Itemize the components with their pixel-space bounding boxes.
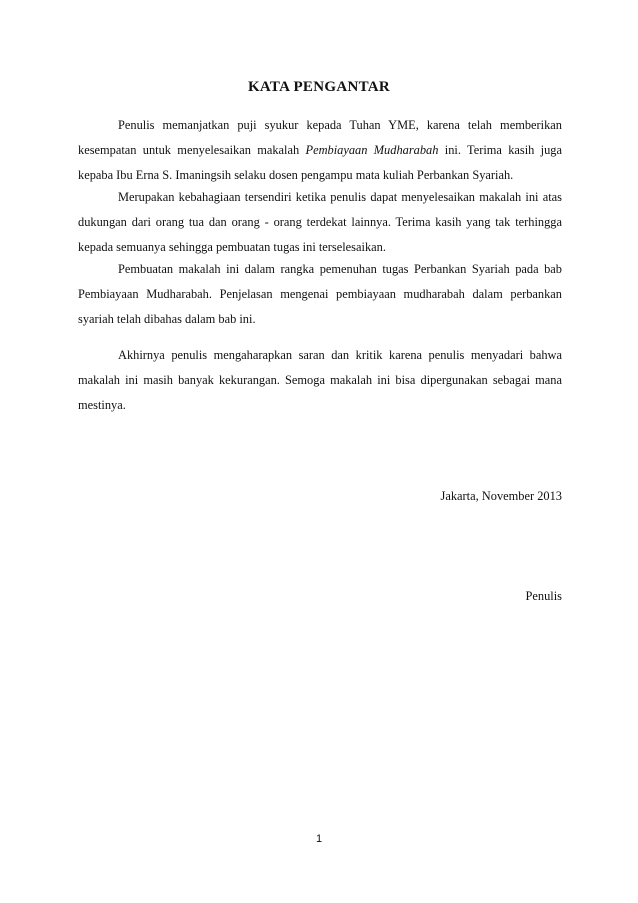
- paragraph-1-text-start: Penulis memanjatkan puji syukur kepada Tuhan YME, karena telah memberikan kesempatan untuk menyelesaikan makalah: [78, 118, 562, 157]
- paragraph-closing-remarks: Akhirnya penulis mengaharapkan saran dan kritik karena penulis menyadari bahwa makalah ini masih banyak kekurangan. Semoga makalah ini bisa dipergunakan sebagai mana mestinya.: [78, 348, 562, 412]
- page-number: 1: [315, 833, 323, 845]
- paragraph-gratitude: Merupakan kebahagiaan tersendiri ketika penulis dapat menyelesaikan makalah ini atas dukungan dari orang tua dan orang - orang terdekat lainnya. Terima kasih yang tak terhingga kepada semuanya sehingga pembuatan tugas ini terselesaikan.: [78, 190, 562, 254]
- paragraph-acknowledgement: [78, 113, 562, 188]
- paragraph-1-text-end: ini. Terima kasih juga kepaba Ibu Erna S. Imaningsih selaku dosen pengampu mata kuliah Perbankan Syariah.: [78, 143, 562, 182]
- paragraph-purpose: Pembuatan makalah ini dalam rangka pemenuhan tugas Perbankan Syariah pada bab Pembiayaan Mudharabah. Penjelasan mengenai pembiayaan mudharabah dalam perbankan syariah telah dibahas dalam bab ini.: [78, 262, 562, 326]
- author-signature: Penulis: [525, 589, 562, 603]
- makalah-title-italic: Pembiayaan Mudharabah: [305, 143, 439, 157]
- page-title: KATA PENGANTAR: [247, 79, 391, 95]
- place-date: Jakarta, November 2013: [440, 489, 562, 503]
